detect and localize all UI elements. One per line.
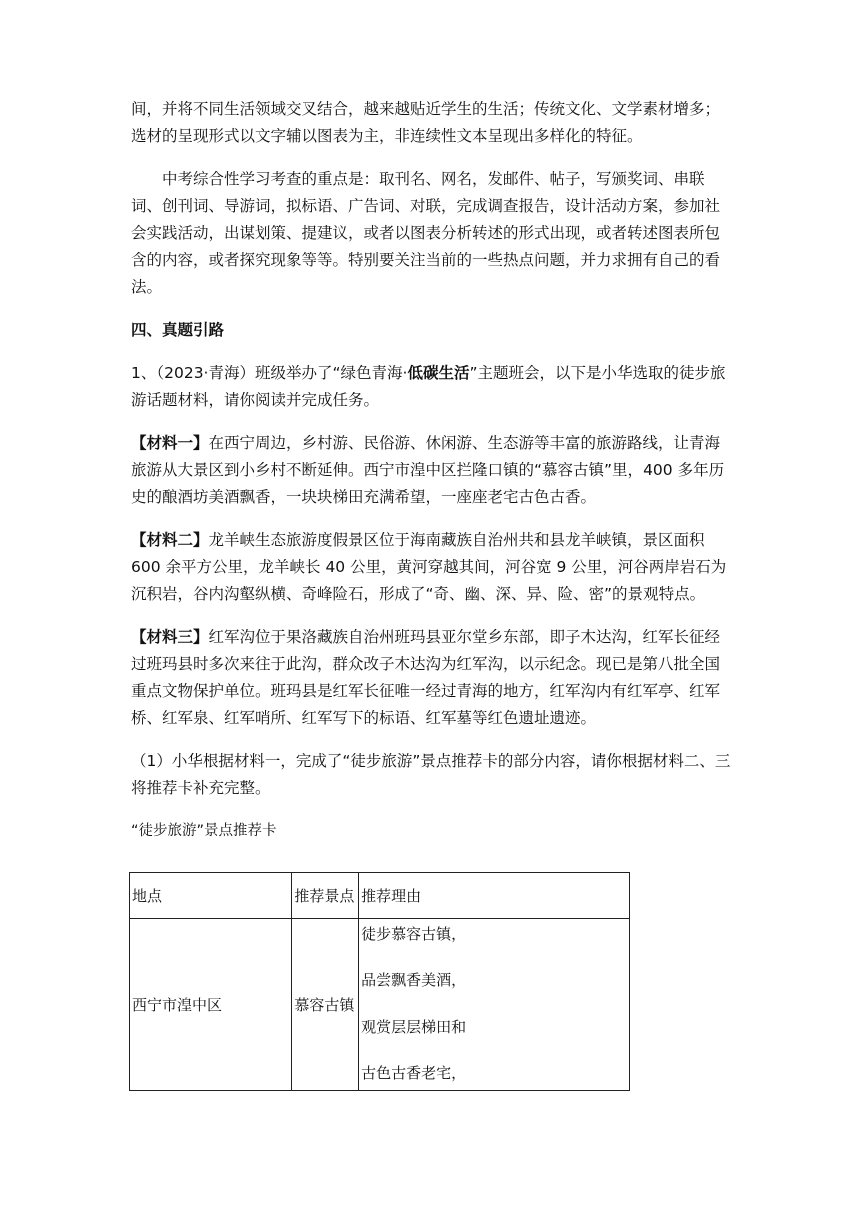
material-3: [131, 624, 731, 732]
cell-spot: 慕容古镇: [292, 919, 359, 1091]
reason-line: 古色古香老宅，: [361, 1063, 467, 1082]
question-1-stem: [131, 360, 731, 414]
table-row: [130, 919, 630, 1091]
question-1-suffix: ”主题班会，以下是小华选取的徒步旅游话题材料，请你阅读并完成任务。: [131, 364, 726, 409]
material-2-text: 龙羊峡生态旅游度假景区位于海南藏族自治州共和县龙羊峡镇，景区面积 600 余平方公里，龙羊峡长 40 公里，黄河穿越其间，河谷宽 9 公里，河谷两岸岩石为沉积岩，谷内沟壑纵横、奇峰险石，形成了“奇、幽、深、异、险、密”的景观特点。: [131, 531, 727, 603]
reason-line: 观赏层层梯田和: [361, 1017, 467, 1036]
question-1-bold-theme: 低碳生活: [407, 364, 470, 382]
recommendation-card-table: [129, 872, 630, 1091]
material-1-text: 在西宁周边，乡村游、民俗游、休闲游、生态游等丰富的旅游路线，让青海旅游从大景区到小乡村不断延伸。西宁市湟中区拦隆口镇的“慕容古镇”里，400 多年历史的酿酒坊美酒飘香，一块块梯田充满希望，一座座老宅古色古香。: [131, 434, 725, 506]
recommendation-card-title: “徒步旅游”景点推荐卡: [131, 823, 277, 839]
reason-line: 徒步慕容古镇，: [361, 925, 467, 943]
material-1: [131, 430, 731, 511]
reason-line: 品尝飘香美酒，: [361, 971, 467, 990]
document-body: [131, 96, 731, 845]
material-3-text: 红军沟位于果洛藏族自治州班玛县亚尔堂乡东部，即子木达沟，红军长征经过班玛县时多次来往于此沟，群众改子木达沟为红军沟，以示纪念。现已是第八批全国重点文物保护单位。班玛县是红军长征唯一经过青海的地方，红军沟内有红军亭、红军桥、红军泉、红军哨所、红军写下的标语、红军墓等红色遗址遗迹。: [131, 628, 721, 727]
material-3-tag: 【材料三】: [131, 628, 209, 646]
task-1-instruction: （1）小华根据材料一，完成了“徒步旅游”景点推荐卡的部分内容，请你根据材料二、三将推荐卡补充完整。: [131, 752, 731, 797]
header-reason: 推荐理由: [359, 873, 630, 919]
material-2: [131, 527, 731, 608]
question-1-prefix: 1、（2023·青海）班级举办了“绿色青海·: [131, 364, 408, 382]
cell-reasons: [359, 919, 630, 1091]
section-heading: 四、真题引路: [131, 321, 225, 339]
material-1-tag: 【材料一】: [131, 434, 209, 452]
header-recommended-spot: 推荐景点: [292, 873, 359, 919]
table-header-row: [130, 873, 630, 919]
paragraph-exam-focus: 中考综合性学习考查的重点是：取刊名、网名，发邮件、帖子，写颁奖词、串联词、创刊词、导游词，拟标语、广告词、对联，完成调查报告，设计活动方案，参加社会实践活动，出谋划策、提建议，或者以图表分析转述的形式出现，或者转述图表所包含的内容，或者探究现象等等。特别要关注当前的一些热点问题，并力求拥有自己的看法。: [131, 170, 721, 296]
paragraph-intro-continued: 间，并将不同生活领域交叉结合，越来越贴近学生的生活；传统文化、文学素材增多；选材的呈现形式以文字辅以图表为主，非连续性文本呈现出多样化的特征。: [131, 100, 721, 145]
cell-location: 西宁市湟中区: [130, 919, 292, 1091]
header-location: 地点: [130, 873, 292, 919]
material-2-tag: 【材料二】: [131, 531, 209, 549]
